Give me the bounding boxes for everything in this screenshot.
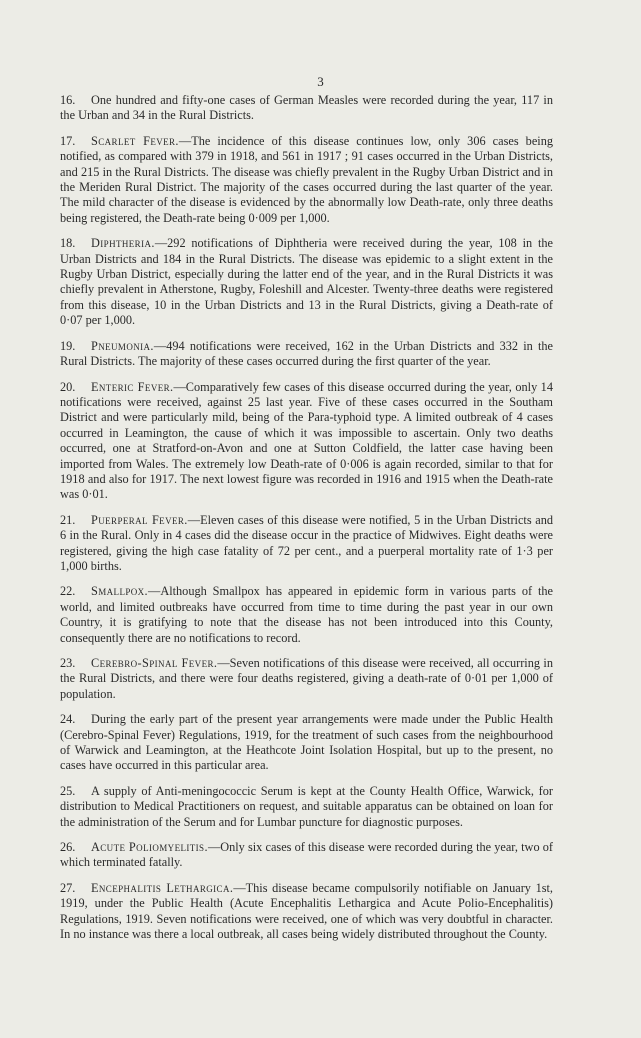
paragraph-heading: Encephalitis Lethargica. <box>91 880 234 895</box>
paragraph-text: One hundred and fifty-one cases of German Measles were recorded during the year, 117 in the Urban and 34 in the Rural Districts. <box>60 93 553 123</box>
paragraph-number: 21. <box>60 512 76 527</box>
paragraph-heading: Scarlet Fever. <box>91 133 179 148</box>
paragraph-heading: Enteric Fever. <box>91 379 174 394</box>
paragraph-number: 27. <box>60 880 76 895</box>
paragraph-20 <box>60 380 553 503</box>
paragraph-17 <box>60 134 553 226</box>
paragraph-22 <box>60 584 553 646</box>
paragraph-number: 18. <box>60 236 76 251</box>
paragraph-21 <box>60 513 553 575</box>
paragraph-19 <box>60 339 553 370</box>
paragraph-number: 19. <box>60 338 76 353</box>
paragraph-text: —The incidence of this disease continues low, only 306 cases being notified, as compared with 379 in 1918, and 561 in 1917 ; 91 cases occurred in the Urban Districts, and 215 in the Rural Districts. The disease was chiefly prevalent in the Rugby Urban District and in the Meriden Rural District. The majority of the cases occurred during the last quarter of the year. The mild character of the disease is evidenced by the abnormally low Death-rate, only three deaths being registered, the Death-rate being 0·009 per 1,000. <box>60 133 554 225</box>
paragraph-18 <box>60 236 553 328</box>
paragraph-number: 23. <box>60 656 76 670</box>
paragraph-26 <box>60 840 553 871</box>
paragraph-text: —This disease became compulsorily notifiable on January 1st, 1919, under the Public Health (Acute Encephalitis Lethargica and Acute Polio-Encephalitis) Regulations, 1919. Seven notifications were received, one of which was very doubtful in character. In no instance was there a local outbreak, all cases being widely distributed throughout the County. <box>60 880 553 942</box>
paragraph-text: —Eleven cases of this disease were notified, 5 in the Urban Districts and 6 in the Rural. Only in 4 cases did the disease occur in the practice of Midwives. Eight deaths were registered, giving the high case fatality of 72 per cent., and a puerperal mortality rate of 1·3 per 1,000 births. <box>60 512 553 573</box>
paragraph-text: During the early part of the present year arrangements were made under the Public Health (Cerebro-Spinal Fever) Regulations, 1919, for the treatment of such cases from the neighbourhood of Warwick and Leamington, at the Heathcote Joint Isolation Hospital, but up to the present, no cases have occurred in this particular area. <box>60 712 553 773</box>
document-body <box>60 93 553 953</box>
paragraph-23 <box>60 656 553 702</box>
paragraph-number: 17. <box>60 133 76 148</box>
paragraph-heading: Acute Poliomyelitis. <box>91 840 208 855</box>
paragraph-number: 25. <box>60 783 76 798</box>
paragraph-heading: Smallpox. <box>91 584 149 599</box>
paragraph-27 <box>60 881 553 943</box>
paragraph-number: 16. <box>60 93 76 107</box>
paragraph-text: —Only six cases of this disease were recorded during the year, two of which terminated fatally. <box>60 840 553 870</box>
paragraph-text: —Although Smallpox has appeared in epidemic form in various parts of the world, and limited outbreaks have occurred from time to time during the past year in our own Country, it is gratifying to note that the disease has not been introduced into this County, consequently there are no notifications to record. <box>60 584 553 645</box>
paragraph-heading: Diphtheria. <box>91 236 155 251</box>
paragraph-text: —Comparatively few cases of this disease occurred during the year, only 14 notifications were received, against 25 last year. Five of these cases occurred in the Southam District and were particularly mild, being of the Para-typhoid type. A limited outbreak of 4 cases occurred in Leamington, the cause of which it was impossible to ascertain. Only two deaths occurred, one at Stratford-on-Avon and one at Sutton Coldfield, the latter case having been imported from Wales. The extremely low Death-rate of 0·006 is again recorded, similar to that for 1918 and also for 1917. The next lowest figure was recorded in 1916 and 1915 when the Death-rate was 0·01. <box>60 379 553 502</box>
paragraph-number: 26. <box>60 840 76 855</box>
paragraph-heading: Pneumonia. <box>91 338 154 353</box>
paragraph-number: 20. <box>60 379 76 394</box>
paragraph-number: 24. <box>60 712 76 727</box>
paragraph-heading: Puerperal Fever. <box>91 512 188 527</box>
paragraph-number: 22. <box>60 584 76 599</box>
paragraph-text: A supply of Anti-meningococcic Serum is kept at the County Health Office, Warwick, for distribution to Medical Practitioners on request, and suitable apparatus can be obtained on loan for the administration of the Serum and for Lumbar puncture for diagnostic purposes. <box>60 783 553 829</box>
paragraph-text: —292 notifications of Diphtheria were received during the year, 108 in the Urban Districts and 184 in the Rural Districts. The disease was epidemic to a slight extent in the Rugby Urban District, especially during the latter end of the year, and in the Rural Districts it was chiefly prevalent in Atherstone, Rugby, Foleshill and Alcester. Twenty-three deaths were registered from this disease, 10 in the Urban Districts and 13 in the Rural Districts, giving a Death-rate of 0·07 per 1,000. <box>60 236 553 328</box>
page-number: 3 <box>317 74 324 89</box>
paragraph-heading: Cerebro-Spinal Fever. <box>91 656 218 670</box>
paragraph-text: —494 notifications were received, 162 in the Urban Districts and 332 in the Rural Districts. The majority of these cases occurred during the first quarter of the year. <box>60 338 553 369</box>
paragraph-24 <box>60 712 553 774</box>
paragraph-text: —Seven notifications of this disease were received, all occurring in the Rural Districts, and there were four deaths registered, giving a death-rate of 0·01 per 1,000 of population. <box>60 656 553 701</box>
paragraph-25 <box>60 784 553 830</box>
paragraph-16 <box>60 93 553 124</box>
